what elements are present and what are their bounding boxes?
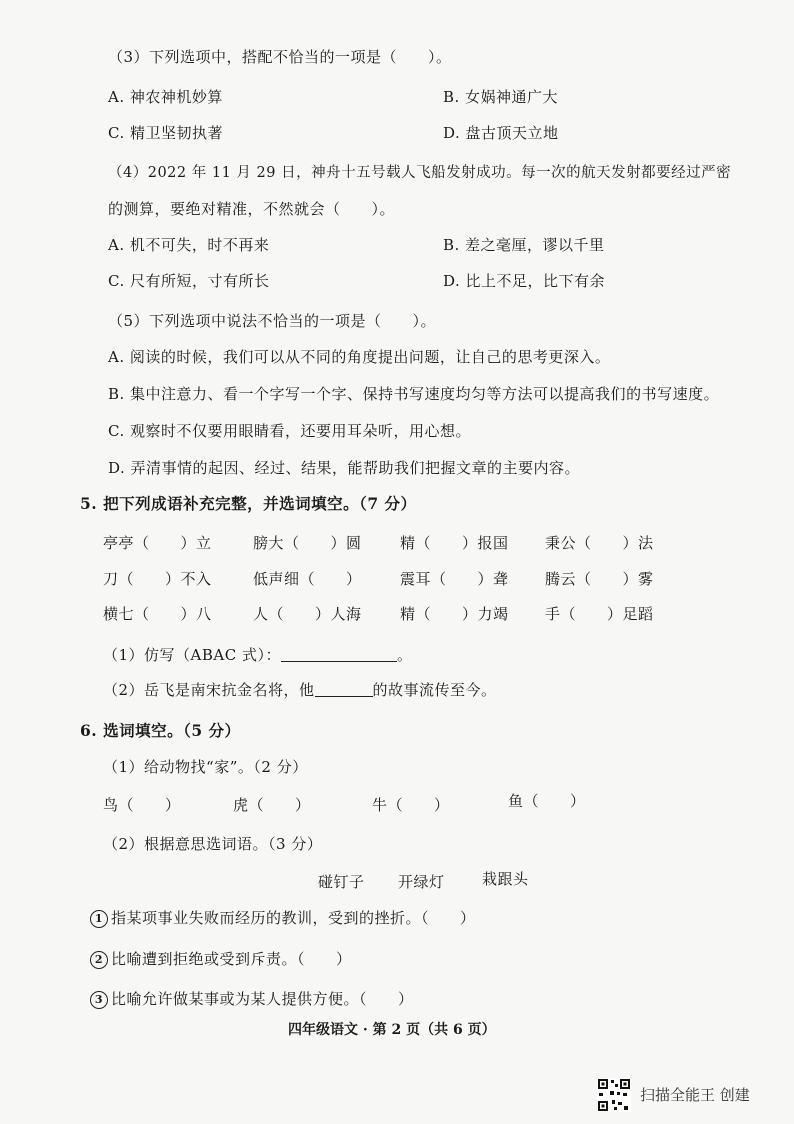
q3-option-a: A. 神农神机妙算 [108, 88, 223, 106]
s5-sub1 [103, 644, 413, 665]
q5-stem: （5）下列选项中说法不恰当的一项是（ ）。 [108, 312, 437, 330]
circled-number: 2 [90, 951, 108, 969]
q5-option-b: B. 集中注意力、看一个字写一个字、保持书写速度均匀等方法可以提高我们的书写速度。 [108, 385, 720, 403]
idiom-cell: 横七（ ）八 [103, 605, 212, 623]
scanner-watermark: 扫描全能王 创建 [640, 1086, 750, 1104]
s6-sub2: （2）根据意思选词语。（3 分） [103, 835, 323, 853]
q4-stem-line2: 的测算，要绝对精准，不然就会（ ）。 [108, 200, 396, 218]
definition-item [90, 907, 476, 928]
idiom-cell: 精（ ）报国 [400, 534, 509, 552]
idiom-cell: 刀（ ）不入 [103, 570, 212, 588]
s5-sub2 [103, 679, 497, 700]
word-option: 栽跟头 [482, 870, 529, 888]
idiom-cell: 震耳（ ）聋 [400, 570, 509, 588]
answer-blank[interactable] [281, 645, 397, 662]
q3-option-b: B. 女娲神通广大 [443, 88, 559, 106]
definition-text: 指某项事业失败而经历的教训，受到的挫折。（ ） [111, 909, 476, 927]
section6-title: 6. 选词填空。（5 分） [80, 721, 241, 740]
idiom-cell: 手（ ）足蹈 [545, 605, 654, 623]
q4-option-d: D. 比上不足，比下有余 [443, 272, 606, 290]
idiom-cell: 亭亭（ ）立 [103, 534, 212, 552]
q4-stem-line1: （4）2022 年 11 月 29 日，神舟十五号载人飞船发射成功。每一次的航天发射都要经过严密 [108, 165, 732, 181]
q3-stem: （3）下列选项中，搭配不恰当的一项是（ ）。 [108, 48, 452, 66]
q5-option-c: C. 观察时不仅要用眼睛看，还要用耳朵听，用心想。 [108, 422, 471, 440]
s5-sub1-label: （1）仿写（ABAC 式）： [103, 646, 281, 664]
s6-sub1: （1）给动物找“家”。（2 分） [103, 758, 308, 776]
q5-option-a: A. 阅读的时候，我们可以从不同的角度提出问题，让自己的思考更深入。 [108, 348, 611, 366]
definition-text: 比喻遭到拒绝或受到斥责。（ ） [111, 950, 352, 968]
animal-cell: 虎（ ） [233, 796, 311, 814]
circled-number: 1 [90, 910, 108, 928]
s5-sub2-b: 的故事流传至今。 [372, 681, 497, 699]
definition-text: 比喻允许做某事或为某人提供方便。（ ） [111, 990, 414, 1008]
page-footer: 四年级语文 · 第 2 页（共 6 页） [288, 1022, 496, 1038]
animal-cell: 鱼（ ） [508, 792, 586, 810]
q3-option-d: D. 盘古顶天立地 [443, 124, 559, 142]
q5-option-d: D. 弄清事情的起因、经过、结果，能帮助我们把握文章的主要内容。 [108, 459, 581, 477]
animal-cell: 鸟（ ） [103, 796, 181, 814]
circled-number: 3 [90, 991, 108, 1009]
idiom-cell: 精（ ）力竭 [400, 605, 509, 623]
q4-option-c: C. 尺有所短，寸有所长 [108, 272, 270, 290]
section5-title: 5. 把下列成语补充完整，并选词填空。（7 分） [80, 494, 417, 513]
word-option: 开绿灯 [398, 873, 445, 891]
answer-blank[interactable] [315, 680, 373, 697]
idiom-cell: 低声细（ ） [253, 570, 362, 588]
qr-code-icon [597, 1078, 631, 1112]
definition-item [90, 988, 414, 1009]
animal-cell: 牛（ ） [372, 796, 450, 814]
idiom-cell: 膀大（ ）圆 [253, 534, 362, 552]
q3-option-c: C. 精卫坚韧执著 [108, 124, 223, 142]
idiom-cell: 腾云（ ）雾 [545, 570, 654, 588]
s5-sub1-end: 。 [396, 646, 413, 664]
idiom-cell: 人（ ）人海 [253, 605, 362, 623]
q4-option-b: B. 差之毫厘，谬以千里 [443, 236, 605, 254]
q4-option-a: A. 机不可失，时不再来 [108, 236, 270, 254]
definition-item [90, 948, 352, 969]
word-option: 碰钉子 [318, 873, 365, 891]
s5-sub2-a: （2）岳飞是南宋抗金名将，他 [103, 681, 315, 699]
idiom-cell: 秉公（ ）法 [545, 534, 654, 552]
